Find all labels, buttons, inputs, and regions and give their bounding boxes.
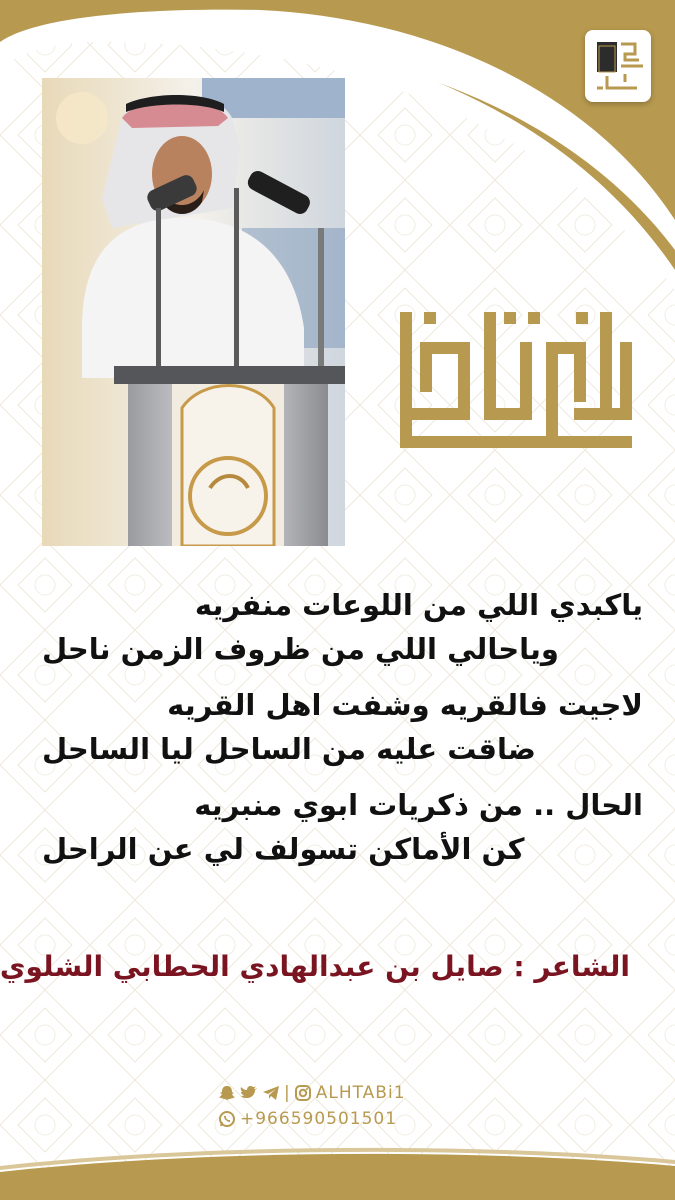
instagram-icon[interactable] xyxy=(294,1084,312,1102)
poem xyxy=(30,585,655,885)
logo-mark xyxy=(585,30,651,102)
verse-first-hemistich: لاجيت فالقريه وشفت اهل القريه xyxy=(167,688,643,722)
title-calligraphy xyxy=(400,312,632,448)
verse-second-hemistich: وياحالي اللي من ظروف الزمن ناحل xyxy=(42,632,559,666)
verse-second-hemistich: ضاقت عليه من الساحل ليا الساحل xyxy=(42,732,536,766)
bottom-gold-wave xyxy=(0,1110,675,1200)
phone-number[interactable]: +966590501501 xyxy=(240,1109,398,1129)
verse-first-hemistich: ياكبدي اللي من اللوعات منفريه xyxy=(194,588,643,622)
verse xyxy=(30,685,655,785)
social-handle-row: | ALHTABi1 xyxy=(218,1082,458,1104)
verse-second-hemistich: كن الأماكن تسولف لي عن الراحل xyxy=(42,832,525,866)
verse xyxy=(30,785,655,885)
logo-badge xyxy=(585,30,651,102)
twitter-icon[interactable] xyxy=(240,1084,258,1102)
telegram-icon[interactable] xyxy=(262,1084,280,1102)
poet-attribution: الشاعر : صايل بن عبدالهادي الحطابي الشلوي xyxy=(0,950,630,983)
speaker-photo xyxy=(42,78,345,546)
verse xyxy=(30,585,655,685)
social-handle[interactable]: ALHTABi1 xyxy=(315,1083,406,1103)
snapchat-icon[interactable] xyxy=(218,1084,236,1102)
verse-first-hemistich: الحال .. من ذكريات ابوي منبريه xyxy=(194,788,643,822)
